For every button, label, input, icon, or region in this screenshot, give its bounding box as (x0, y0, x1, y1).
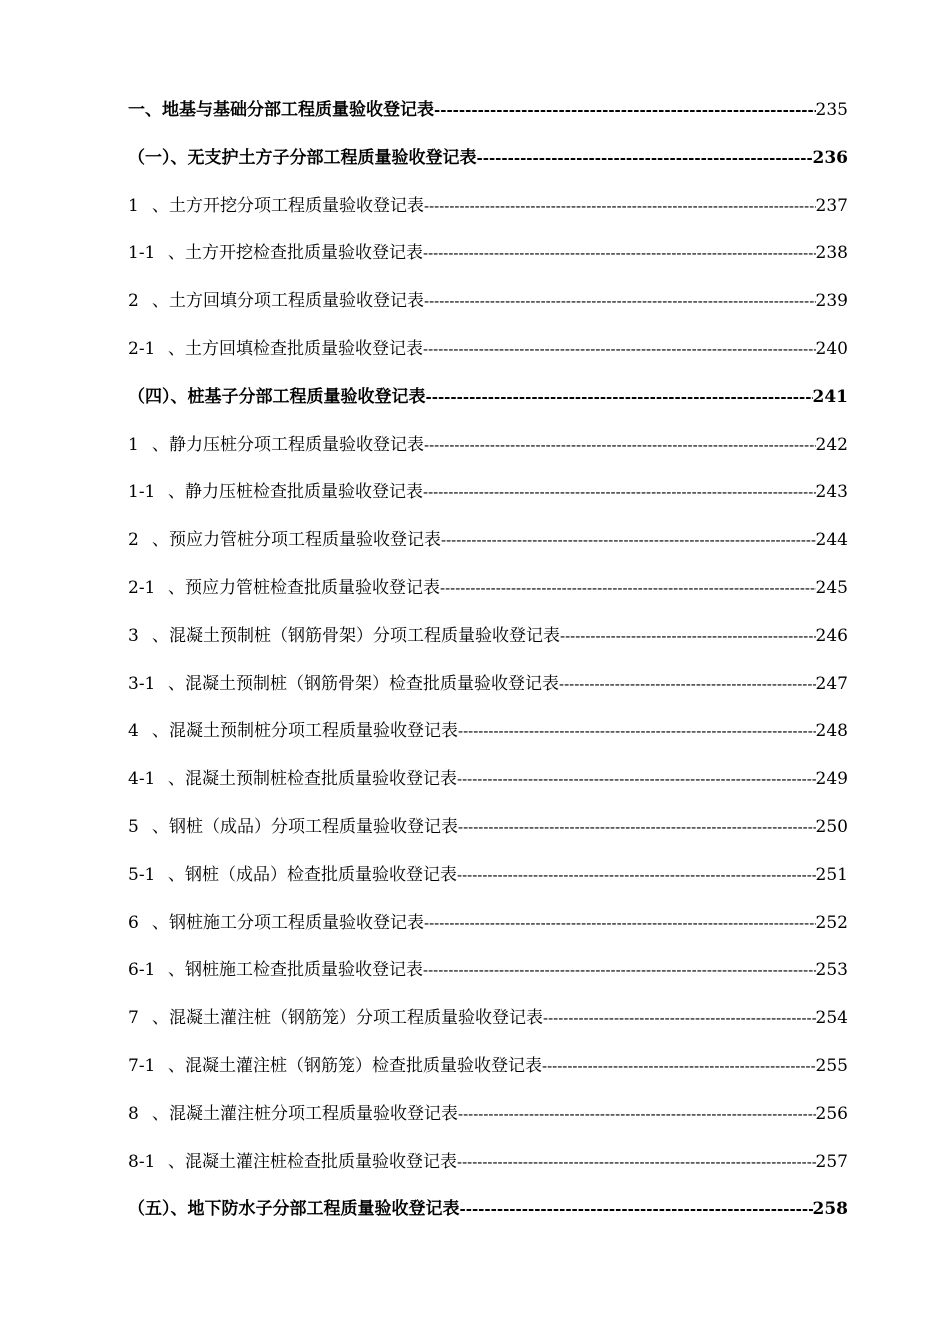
toc-dot-leader (424, 909, 816, 937)
toc-dot-leader (560, 622, 816, 650)
toc-entry-title: 、混凝土灌注桩（钢筋笼）检查批质量验收登记表 (168, 1055, 542, 1076)
toc-entry-number: 6-1 (128, 960, 156, 981)
toc-dot-leader (457, 765, 816, 793)
toc-dot-leader (426, 383, 813, 411)
toc-dot-leader (440, 574, 816, 602)
toc-entry-number: 3-1 (128, 673, 156, 694)
toc-entry-title: 、混凝土灌注桩分项工程质量验收登记表 (152, 1103, 458, 1124)
toc-entry[interactable] (128, 1195, 848, 1243)
toc-entry-title: 、预应力管桩检查批质量验收登记表 (168, 577, 440, 598)
toc-dot-leader (458, 813, 816, 841)
toc-entry-title: 一、地基与基础分部工程质量验收登记表 (128, 100, 434, 120)
toc-entry-number: 1 (128, 434, 139, 455)
toc-entry[interactable] (128, 1148, 848, 1196)
toc-entry-title: 、土方开挖分项工程质量验收登记表 (152, 195, 424, 216)
toc-entry-page-number: 248 (815, 721, 848, 742)
toc-entry-title: 、钢桩施工检查批质量验收登记表 (168, 960, 423, 981)
toc-entry-number: 4-1 (128, 769, 156, 790)
toc-entry-number: 2 (128, 530, 139, 551)
toc-entry[interactable] (128, 1100, 848, 1148)
toc-entry[interactable] (128, 813, 848, 861)
toc-entry[interactable] (128, 526, 848, 574)
toc-entry-page-number: 254 (815, 1008, 848, 1029)
toc-entry-page-number: 247 (815, 673, 848, 694)
toc-entry-page-number: 237 (815, 195, 848, 216)
toc-entry-title: （一）、无支护土方子分部工程质量验收登记表 (128, 147, 477, 168)
toc-entry[interactable] (128, 1004, 848, 1052)
toc-entry[interactable] (128, 335, 848, 383)
toc-dot-leader (434, 96, 816, 124)
toc-entry-number: 5-1 (128, 864, 156, 885)
toc-entry-title: 、预应力管桩分项工程质量验收登记表 (152, 530, 441, 551)
toc-entry[interactable] (128, 144, 848, 192)
toc-dot-leader (458, 1100, 816, 1128)
toc-entry-title: 、土方开挖检查批质量验收登记表 (168, 243, 423, 264)
toc-entry-number: 7 (128, 1008, 139, 1029)
toc-entry-page-number: 235 (815, 100, 848, 120)
toc-entry-page-number: 239 (815, 291, 848, 312)
toc-entry-number: 6 (128, 912, 139, 933)
toc-entry-title: 、钢桩（成品）分项工程质量验收登记表 (152, 816, 458, 837)
toc-entry[interactable] (128, 192, 848, 240)
toc-entry-title: 、钢桩（成品）检查批质量验收登记表 (168, 864, 457, 885)
toc-entry-title: 、静力压桩检查批质量验收登记表 (168, 482, 423, 503)
table-of-contents (128, 96, 848, 1243)
toc-entry-title: 、混凝土预制桩（钢筋骨架）检查批质量验收登记表 (168, 673, 559, 694)
toc-entry[interactable] (128, 622, 848, 670)
toc-entry-page-number: 240 (815, 338, 848, 359)
toc-dot-leader (458, 717, 816, 745)
toc-entry-page-number: 236 (812, 147, 848, 168)
toc-entry-page-number: 252 (815, 912, 848, 933)
toc-dot-leader (423, 335, 816, 363)
toc-entry[interactable] (128, 574, 848, 622)
toc-entry-page-number: 244 (815, 530, 848, 551)
toc-entry[interactable] (128, 96, 848, 144)
toc-dot-leader (543, 1004, 816, 1032)
toc-dot-leader (424, 287, 816, 315)
toc-dot-leader (457, 861, 816, 889)
toc-entry-page-number: 242 (815, 434, 848, 455)
toc-dot-leader (424, 431, 816, 459)
toc-dot-leader (477, 144, 813, 172)
toc-entry[interactable] (128, 478, 848, 526)
toc-dot-leader (424, 192, 816, 220)
toc-entry[interactable] (128, 861, 848, 909)
toc-entry-title: 、混凝土预制桩检查批质量验收登记表 (168, 769, 457, 790)
toc-entry[interactable] (128, 909, 848, 957)
toc-entry-page-number: 250 (815, 816, 848, 837)
toc-entry-number: 1-1 (128, 482, 156, 503)
toc-entry-title: 、混凝土灌注桩（钢筋笼）分项工程质量验收登记表 (152, 1008, 543, 1029)
toc-entry[interactable] (128, 956, 848, 1004)
toc-entry-title: 、混凝土预制桩分项工程质量验收登记表 (152, 721, 458, 742)
toc-entry-page-number: 256 (815, 1103, 848, 1124)
toc-entry-page-number: 243 (815, 482, 848, 503)
toc-entry[interactable] (128, 431, 848, 479)
toc-entry[interactable] (128, 717, 848, 765)
toc-entry-number: 8-1 (128, 1151, 156, 1172)
toc-entry-number: 2-1 (128, 577, 156, 598)
toc-entry-number: 3 (128, 625, 139, 646)
toc-entry-page-number: 257 (815, 1151, 848, 1172)
toc-dot-leader (542, 1052, 816, 1080)
toc-entry-number: 7-1 (128, 1055, 156, 1076)
toc-dot-leader (423, 478, 816, 506)
toc-entry[interactable] (128, 1052, 848, 1100)
toc-entry-number: 8 (128, 1103, 139, 1124)
toc-entry-page-number: 249 (815, 769, 848, 790)
toc-entry-number: 1-1 (128, 243, 156, 264)
toc-dot-leader (559, 670, 816, 698)
toc-entry-number: 4 (128, 721, 139, 742)
toc-entry-title: （四）、桩基子分部工程质量验收登记表 (128, 386, 426, 407)
toc-entry-title: 、钢桩施工分项工程质量验收登记表 (152, 912, 424, 933)
toc-entry-title: 、混凝土灌注桩检查批质量验收登记表 (168, 1151, 457, 1172)
toc-entry-number: 2-1 (128, 338, 156, 359)
toc-entry-title: 、混凝土预制桩（钢筋骨架）分项工程质量验收登记表 (152, 625, 560, 646)
toc-entry-number: 5 (128, 816, 139, 837)
toc-entry-page-number: 251 (815, 864, 848, 885)
toc-entry-page-number: 241 (812, 386, 848, 407)
toc-entry[interactable] (128, 287, 848, 335)
toc-dot-leader (423, 956, 816, 984)
toc-entry[interactable] (128, 670, 848, 718)
toc-entry-page-number: 246 (815, 625, 848, 646)
toc-entry-page-number: 255 (815, 1055, 848, 1076)
toc-entry-page-number: 238 (815, 243, 848, 264)
toc-entry-number: 2 (128, 291, 139, 312)
toc-entry[interactable] (128, 765, 848, 813)
toc-dot-leader (441, 526, 816, 554)
toc-entry[interactable] (128, 239, 848, 287)
toc-entry-title: （五）、地下防水子分部工程质量验收登记表 (128, 1199, 460, 1220)
toc-entry-title: 、土方回填分项工程质量验收登记表 (152, 291, 424, 312)
toc-entry-number: 1 (128, 195, 139, 216)
toc-dot-leader (460, 1195, 813, 1223)
toc-entry-title: 、土方回填检查批质量验收登记表 (168, 338, 423, 359)
toc-dot-leader (423, 239, 816, 267)
toc-entry-page-number: 258 (812, 1199, 848, 1220)
toc-entry-title: 、静力压桩分项工程质量验收登记表 (152, 434, 424, 455)
toc-entry-page-number: 245 (815, 577, 848, 598)
toc-entry[interactable] (128, 383, 848, 431)
toc-entry-page-number: 253 (815, 960, 848, 981)
toc-dot-leader (457, 1148, 816, 1176)
